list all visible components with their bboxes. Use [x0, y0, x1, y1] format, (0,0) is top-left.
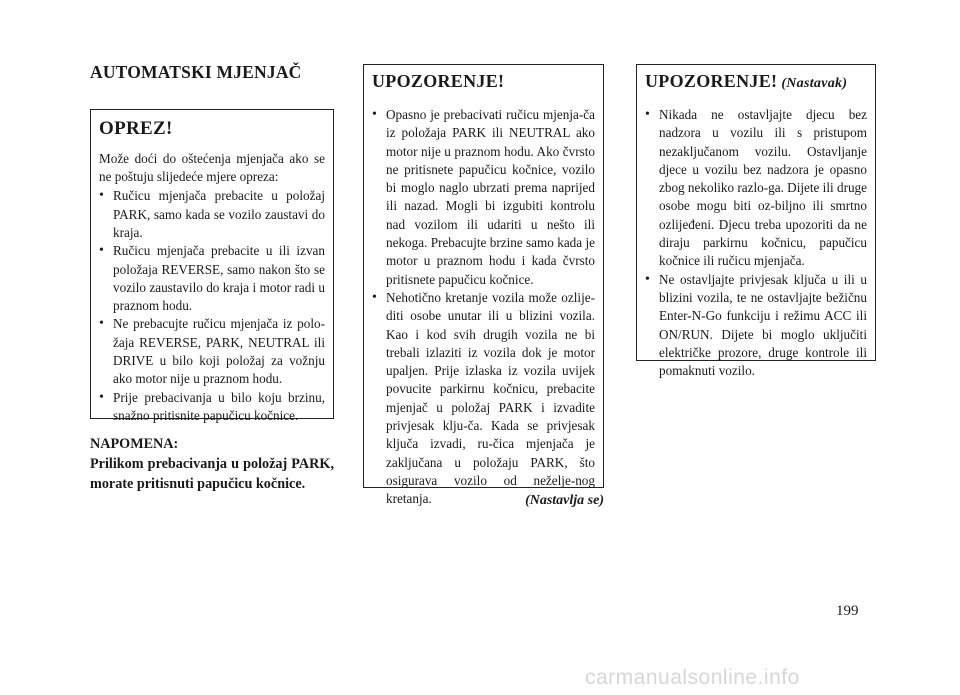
- warning-item: • Nehotično kretanje vozila može ozlije-diti osobe unutar ili u blizini vozila. Kao i kod svih drugih vozila ne bi trebali izlaziti iz vozila dok je motor upaljen. Prije izlaska iz vozila uvijek povucite parkirnu kočnicu, prebacite mjenjač u položaj PARK i izvadite privjesak klju-ča. Kada se privjesak ključa izvadi, ru-čica mjenjača je zaključana u položaju PARK, što osigurava vozilo od neželje-nog kretanja.: [372, 289, 595, 509]
- caution-box: [90, 109, 334, 423]
- warning-item: • Ne ostavljajte privjesak ključa u ili u blizini vozila, te ne ostavljajte bežičnu Enter-N-Go funkciju i režimu ACC ili ON/RUN. Dijete bi moglo uključiti električke prozore, druge kontrole ili pomaknuti vozilo.: [645, 271, 867, 381]
- warning-continued-title-text: UPOZORENJE!: [645, 71, 778, 91]
- page-number: 199: [836, 603, 859, 619]
- warning-title: UPOZORENJE!: [372, 71, 505, 91]
- warning-item: • Nikada ne ostavljajte djecu bez nadzora u vozilu ili s pristupom nezaključanom vozilu. Ostavljanje djece u vozilu bez nadzora je opasno zbog nekoliko razlo-ga. Dijete ili druge osobe mogu biti oz-biljno ili smrtno ozlijeđeni. Djecu treba upozoriti da ne diraju parkirnu kočnicu, papučicu kočnice ili ručicu mjenjača.: [645, 106, 867, 271]
- watermark: carmanualsonline.info: [585, 666, 800, 689]
- warning-list: [372, 106, 595, 509]
- caution-item: • Ne prebacujte ručicu mjenjača iz polo-žaja REVERSE, PARK, NEUTRAL ili DRIVE u bilo koji položaj za vožnju ako motor nije u praznom hodu.: [99, 315, 325, 388]
- caution-item: • Prije prebacivanja u bilo koju brzinu, snažno pritisnite papučicu kočnice.: [99, 389, 325, 426]
- continued-label: (Nastavlja se): [525, 493, 604, 508]
- caution-list: [99, 187, 325, 425]
- warning-continued-title: [645, 71, 867, 92]
- warning-continued-box: [636, 64, 876, 379]
- note-text: Prilikom prebacivanja u položaj PARK, morate pritisnuti papučicu kočnice.: [90, 456, 334, 492]
- continuation-label: (Nastavak): [781, 76, 848, 91]
- warning-item: • Opasno je prebacivati ručicu mjenja-ča iz položaja PARK ili NEUTRAL ako motor nije u praznom hodu. Ako čvrsto ne pritisnete papučicu kočnice, vozilo bi moglo naglo ubrzati prema naprijed ili nazad. Mogli bi izgubiti kontrolu nad vozilom ili udariti u nešto ili nekoga. Prebacujte brzine samo kada je motor u praznom hodu i kada čvrsto pritisnete papučicu kočnice.: [372, 106, 595, 289]
- section-title: AUTOMATSKI MJENJAČ: [90, 62, 302, 82]
- note-heading: NAPOMENA:: [90, 436, 179, 452]
- caution-intro: Može doći do oštećenja mjenjača ako se ne poštuju slijedeće mjere opreza:: [99, 151, 325, 185]
- caution-title: OPREZ!: [99, 118, 173, 139]
- caution-item: • Ručicu mjenjača prebacite u položaj PARK, samo kada se vozilo zaustavi do kraja.: [99, 187, 325, 242]
- caution-item: • Ručicu mjenjača prebacite u ili izvan položaja REVERSE, samo nakon što se vozilo zaustavilo do kraja i motor radi u praznom hodu.: [99, 242, 325, 315]
- warning-continued-list: [645, 106, 867, 380]
